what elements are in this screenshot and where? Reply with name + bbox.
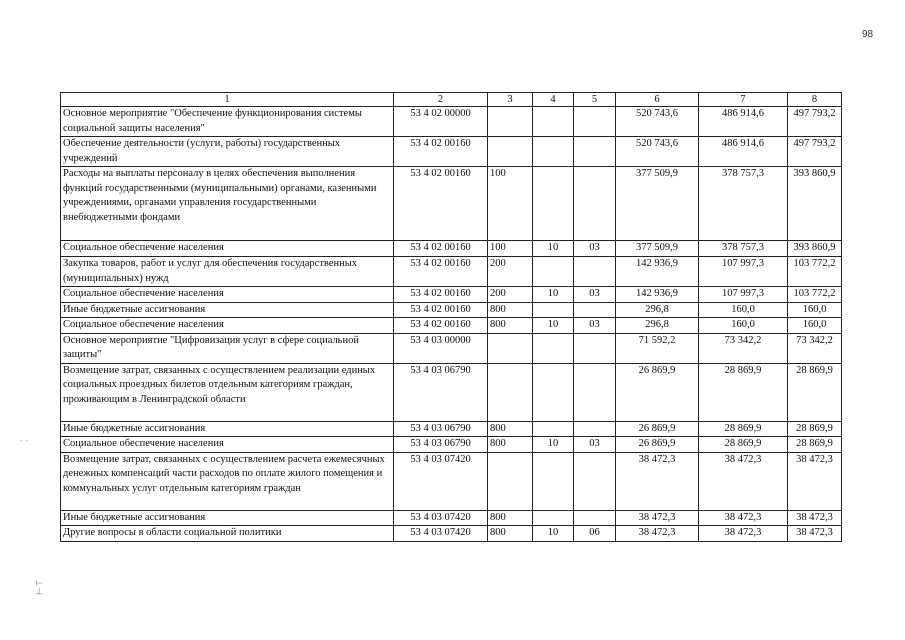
row-name-cell: Иные бюджетные ассигнования bbox=[61, 302, 394, 318]
table-row bbox=[61, 302, 842, 318]
amount-year3-cell: 73 342,2 bbox=[788, 333, 842, 363]
amount-year2-cell: 28 869,9 bbox=[699, 437, 788, 453]
amount-year1-cell: 296,8 bbox=[616, 302, 699, 318]
expense-type-cell: 100 bbox=[488, 167, 533, 241]
row-name-cell: Иные бюджетные ассигнования bbox=[61, 510, 394, 526]
subsection-cell: 06 bbox=[574, 526, 616, 542]
table-row bbox=[61, 241, 842, 257]
row-name-cell: Возмещение затрат, связанных с осуществлением расчета ежемесячных денежных компенсаций части расходов по оплате жилого помещения и коммунальных услуг отдельным категориям граждан bbox=[61, 452, 394, 510]
amount-year2-cell: 28 869,9 bbox=[699, 363, 788, 421]
expense-type-cell bbox=[488, 452, 533, 510]
header-cell: 2 bbox=[394, 93, 488, 107]
table-row bbox=[61, 137, 842, 167]
table-row bbox=[61, 363, 842, 421]
amount-year3-cell: 28 869,9 bbox=[788, 421, 842, 437]
subsection-cell bbox=[574, 421, 616, 437]
row-name-cell: Основное мероприятие "Обеспечение функционирования системы социальной защиты населения" bbox=[61, 107, 394, 137]
amount-year3-cell: 38 472,3 bbox=[788, 526, 842, 542]
header-cell: 7 bbox=[699, 93, 788, 107]
amount-year3-cell: 103 772,2 bbox=[788, 257, 842, 287]
csr-code-cell: 53 4 03 06790 bbox=[394, 421, 488, 437]
amount-year2-cell: 28 869,9 bbox=[699, 421, 788, 437]
header-row bbox=[61, 93, 842, 107]
csr-code-cell: 53 4 02 00160 bbox=[394, 302, 488, 318]
csr-code-cell: 53 4 02 00000 bbox=[394, 107, 488, 137]
expense-type-cell bbox=[488, 137, 533, 167]
subsection-cell: 03 bbox=[574, 241, 616, 257]
row-name-cell: Социальное обеспечение населения bbox=[61, 437, 394, 453]
expense-type-cell bbox=[488, 333, 533, 363]
amount-year3-cell: 103 772,2 bbox=[788, 287, 842, 303]
section-cell bbox=[533, 363, 574, 421]
subsection-cell bbox=[574, 452, 616, 510]
amount-year1-cell: 38 472,3 bbox=[616, 510, 699, 526]
row-name-cell: Закупка товаров, работ и услуг для обеспечения государственных (муниципальных) нужд bbox=[61, 257, 394, 287]
amount-year1-cell: 377 509,9 bbox=[616, 167, 699, 241]
csr-code-cell: 53 4 02 00160 bbox=[394, 257, 488, 287]
amount-year3-cell: 160,0 bbox=[788, 318, 842, 334]
subsection-cell: 03 bbox=[574, 437, 616, 453]
row-name-cell: Социальное обеспечение населения bbox=[61, 287, 394, 303]
expense-type-cell: 800 bbox=[488, 302, 533, 318]
csr-code-cell: 53 4 03 06790 bbox=[394, 437, 488, 453]
subsection-cell: 03 bbox=[574, 287, 616, 303]
section-cell bbox=[533, 333, 574, 363]
section-cell: 10 bbox=[533, 318, 574, 334]
table-row bbox=[61, 287, 842, 303]
amount-year1-cell: 142 936,9 bbox=[616, 287, 699, 303]
table-row bbox=[61, 452, 842, 510]
table-row bbox=[61, 510, 842, 526]
csr-code-cell: 53 4 02 00160 bbox=[394, 318, 488, 334]
header-cell: 5 bbox=[574, 93, 616, 107]
header-cell: 4 bbox=[533, 93, 574, 107]
table-row bbox=[61, 107, 842, 137]
amount-year2-cell: 160,0 bbox=[699, 302, 788, 318]
expense-type-cell: 200 bbox=[488, 287, 533, 303]
amount-year1-cell: 142 936,9 bbox=[616, 257, 699, 287]
amount-year1-cell: 520 743,6 bbox=[616, 107, 699, 137]
row-name-cell: Обеспечение деятельности (услуги, работы) государственных учреждений bbox=[61, 137, 394, 167]
row-name-cell: Возмещение затрат, связанных с осуществлением реализации единых социальных проездных билетов отдельным категориям граждан, проживающим в Ленинградской области bbox=[61, 363, 394, 421]
csr-code-cell: 53 4 02 00160 bbox=[394, 241, 488, 257]
section-cell bbox=[533, 107, 574, 137]
csr-code-cell: 53 4 02 00160 bbox=[394, 287, 488, 303]
row-name-cell: Социальное обеспечение населения bbox=[61, 241, 394, 257]
section-cell bbox=[533, 137, 574, 167]
subsection-cell bbox=[574, 510, 616, 526]
expense-type-cell: 800 bbox=[488, 510, 533, 526]
budget-table bbox=[60, 92, 842, 542]
amount-year3-cell: 28 869,9 bbox=[788, 437, 842, 453]
csr-code-cell: 53 4 02 00160 bbox=[394, 167, 488, 241]
amount-year2-cell: 107 997,3 bbox=[699, 257, 788, 287]
amount-year2-cell: 486 914,6 bbox=[699, 107, 788, 137]
amount-year2-cell: 38 472,3 bbox=[699, 510, 788, 526]
amount-year2-cell: 73 342,2 bbox=[699, 333, 788, 363]
expense-type-cell bbox=[488, 107, 533, 137]
subsection-cell: 03 bbox=[574, 318, 616, 334]
amount-year2-cell: 38 472,3 bbox=[699, 452, 788, 510]
subsection-cell bbox=[574, 302, 616, 318]
subsection-cell bbox=[574, 333, 616, 363]
table-row bbox=[61, 318, 842, 334]
amount-year1-cell: 296,8 bbox=[616, 318, 699, 334]
amount-year2-cell: 486 914,6 bbox=[699, 137, 788, 167]
row-name-cell: Основное мероприятие "Цифровизация услуг в сфере социальной защиты" bbox=[61, 333, 394, 363]
row-name-cell: Иные бюджетные ассигнования bbox=[61, 421, 394, 437]
subsection-cell bbox=[574, 137, 616, 167]
section-cell bbox=[533, 167, 574, 241]
amount-year3-cell: 497 793,2 bbox=[788, 107, 842, 137]
subsection-cell bbox=[574, 107, 616, 137]
section-cell bbox=[533, 302, 574, 318]
amount-year1-cell: 38 472,3 bbox=[616, 526, 699, 542]
expense-type-cell: 800 bbox=[488, 318, 533, 334]
csr-code-cell: 53 4 03 00000 bbox=[394, 333, 488, 363]
row-name-cell: Социальное обеспечение населения bbox=[61, 318, 394, 334]
amount-year3-cell: 393 860,9 bbox=[788, 241, 842, 257]
amount-year2-cell: 38 472,3 bbox=[699, 526, 788, 542]
amount-year3-cell: 160,0 bbox=[788, 302, 842, 318]
subsection-cell bbox=[574, 257, 616, 287]
section-cell bbox=[533, 452, 574, 510]
amount-year3-cell: 393 860,9 bbox=[788, 167, 842, 241]
subsection-cell bbox=[574, 167, 616, 241]
section-cell bbox=[533, 510, 574, 526]
expense-type-cell: 800 bbox=[488, 421, 533, 437]
header-cell: 6 bbox=[616, 93, 699, 107]
table-row bbox=[61, 437, 842, 453]
section-cell: 10 bbox=[533, 287, 574, 303]
csr-code-cell: 53 4 02 00160 bbox=[394, 137, 488, 167]
margin-mark: ⊥⊣ bbox=[32, 579, 43, 595]
amount-year1-cell: 26 869,9 bbox=[616, 421, 699, 437]
amount-year1-cell: 26 869,9 bbox=[616, 363, 699, 421]
expense-type-cell: 800 bbox=[488, 437, 533, 453]
expense-type-cell bbox=[488, 363, 533, 421]
table-row bbox=[61, 333, 842, 363]
amount-year1-cell: 26 869,9 bbox=[616, 437, 699, 453]
section-cell bbox=[533, 421, 574, 437]
amount-year1-cell: 71 592,2 bbox=[616, 333, 699, 363]
header-cell: 3 bbox=[488, 93, 533, 107]
csr-code-cell: 53 4 03 07420 bbox=[394, 510, 488, 526]
amount-year2-cell: 160,0 bbox=[699, 318, 788, 334]
csr-code-cell: 53 4 03 07420 bbox=[394, 452, 488, 510]
amount-year1-cell: 377 509,9 bbox=[616, 241, 699, 257]
section-cell: 10 bbox=[533, 437, 574, 453]
subsection-cell bbox=[574, 363, 616, 421]
csr-code-cell: 53 4 03 07420 bbox=[394, 526, 488, 542]
table-row bbox=[61, 421, 842, 437]
amount-year3-cell: 38 472,3 bbox=[788, 452, 842, 510]
page-number: 98 bbox=[862, 29, 874, 40]
csr-code-cell: 53 4 03 06790 bbox=[394, 363, 488, 421]
amount-year2-cell: 378 757,3 bbox=[699, 167, 788, 241]
amount-year1-cell: 520 743,6 bbox=[616, 137, 699, 167]
expense-type-cell: 100 bbox=[488, 241, 533, 257]
amount-year3-cell: 28 869,9 bbox=[788, 363, 842, 421]
section-cell: 10 bbox=[533, 241, 574, 257]
row-name-cell: Расходы на выплаты персоналу в целях обеспечения выполнения функций государственными (муниципальными) органами, казенными учреждениями, органами управления государственными внебюджетными фондами bbox=[61, 167, 394, 241]
amount-year3-cell: 38 472,3 bbox=[788, 510, 842, 526]
expense-type-cell: 800 bbox=[488, 526, 533, 542]
row-name-cell: Другие вопросы в области социальной политики bbox=[61, 526, 394, 542]
header-cell: 1 bbox=[61, 93, 394, 107]
margin-dash: - - bbox=[20, 436, 29, 445]
section-cell: 10 bbox=[533, 526, 574, 542]
table-row bbox=[61, 257, 842, 287]
amount-year3-cell: 497 793,2 bbox=[788, 137, 842, 167]
amount-year1-cell: 38 472,3 bbox=[616, 452, 699, 510]
expense-type-cell: 200 bbox=[488, 257, 533, 287]
section-cell bbox=[533, 257, 574, 287]
table-row bbox=[61, 526, 842, 542]
amount-year2-cell: 378 757,3 bbox=[699, 241, 788, 257]
table-row bbox=[61, 167, 842, 241]
header-cell: 8 bbox=[788, 93, 842, 107]
amount-year2-cell: 107 997,3 bbox=[699, 287, 788, 303]
